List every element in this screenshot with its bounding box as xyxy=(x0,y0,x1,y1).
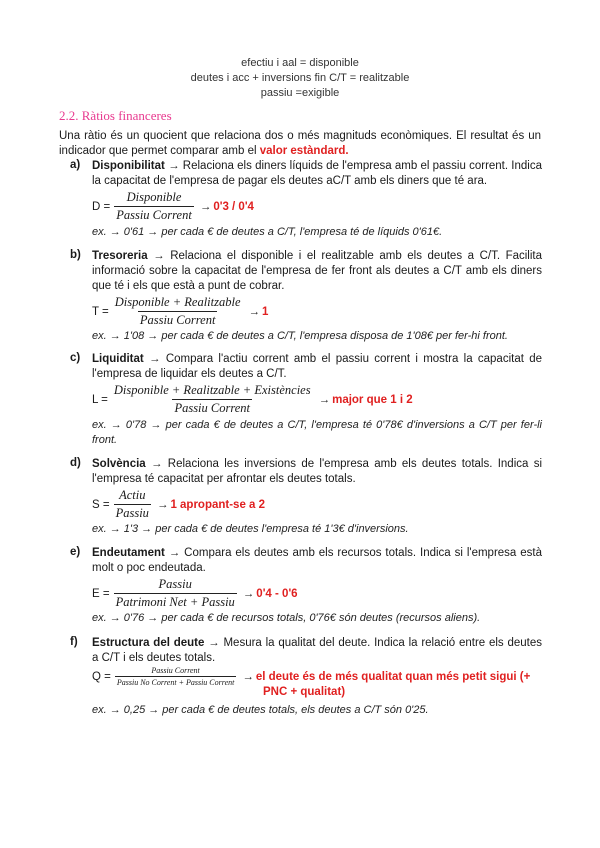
formula-fraction xyxy=(114,577,237,610)
list-marker: e) xyxy=(70,546,81,558)
ratio-section-tresoreria xyxy=(70,249,542,294)
formula-fraction xyxy=(114,190,194,223)
standard-value: 0'3 / 0'4 xyxy=(213,200,254,213)
ratio-description: → Relaciona les inversions de l'empresa amb els deutes totals. Indica si l'empresa té capacitat per afrontar els deutes totals. xyxy=(92,458,542,485)
ratio-formula xyxy=(92,666,530,687)
formula-denominator: Passiu Corrent xyxy=(116,208,192,222)
formula-label: Q = xyxy=(92,670,111,683)
definition-line: efectiu i aal = disponible xyxy=(241,57,359,69)
standard-value: 1 xyxy=(262,305,269,318)
ratio-section-liquiditat xyxy=(70,352,542,382)
ratio-term: Endeutament xyxy=(92,547,165,559)
arrow-icon: → xyxy=(248,305,261,318)
formula-denominator: Passiu No Corrent + Passiu Corrent xyxy=(116,678,235,687)
formula-denominator: Patrimoni Net + Passiu xyxy=(115,595,235,609)
formula-numerator: Passiu xyxy=(158,577,192,591)
formula-numerator: Disponible + Realitzable xyxy=(114,295,241,309)
ratio-description: → Compara els deutes amb els recursos totals. Indica si l'empresa està molt o poc endeutada. xyxy=(92,547,542,574)
standard-value: 0'4 - 0'6 xyxy=(256,587,298,600)
formula-label: D = xyxy=(92,200,111,213)
list-marker: a) xyxy=(70,159,81,171)
ratio-section-estructura-deute xyxy=(70,636,542,666)
list-marker: f) xyxy=(70,636,78,648)
ratio-example: ex. → 0'78 → per cada € de deutes a C/T, l'empresa té 0'78€ d'inversions a C/T per fer-li front. xyxy=(92,419,542,446)
intro-text: Una ràtio és un quocient que relaciona dos o més magnituds econòmiques. El resultat és un indicador que permet comparar amb el xyxy=(59,130,541,157)
arrow-icon: → xyxy=(156,498,169,511)
ratio-formula xyxy=(92,577,298,610)
intro-paragraph xyxy=(59,129,541,159)
standard-value-continuation: PNC + qualitat) xyxy=(263,686,346,698)
arrow-icon: → xyxy=(242,587,255,600)
ratio-term: Tresoreria xyxy=(92,250,148,262)
ratio-example: ex. → 1'3 → per cada € de deutes l'empresa té 1'3€ d'inversions. xyxy=(92,523,409,535)
formula-label: T = xyxy=(92,305,109,318)
ratio-term: Liquiditat xyxy=(92,353,144,365)
formula-denominator: Passiu Corrent xyxy=(139,313,216,327)
intro-highlight: valor estàndard. xyxy=(259,145,349,157)
formula-numerator: Disponible + Realitzable + Existències xyxy=(113,383,311,397)
standard-value: 1 apropant-se a 2 xyxy=(170,498,266,511)
formula-numerator: Passiu Corrent xyxy=(151,666,200,675)
formula-numerator: Disponible xyxy=(126,190,182,204)
ratio-term: Solvència xyxy=(92,458,146,470)
formula-fraction xyxy=(112,383,313,416)
ratio-example: ex. → 1'08 → per cada € de deutes a C/T, l'empresa disposa de 1'08€ per fer-hi front. xyxy=(92,330,508,342)
ratio-formula xyxy=(92,295,268,328)
ratio-description: → Relaciona el disponible i el realitzable amb els deutes a C/T. Facilita informació sobre la capacitat de l'empresa de fer front als deutes a C/T amb els diners que té i els que està a punt de cobrar. xyxy=(92,250,542,292)
ratio-formula xyxy=(92,488,265,521)
formula-fraction xyxy=(113,295,243,328)
formula-denominator: Passiu Corrent xyxy=(174,401,251,415)
formula-label: E = xyxy=(92,587,110,600)
ratio-formula xyxy=(92,190,254,223)
arrow-icon: → xyxy=(242,670,254,683)
ratio-example: ex. → 0,25 → per cada € de deutes totals, els deutes a C/T són 0'25. xyxy=(92,704,429,716)
formula-fraction xyxy=(114,488,151,521)
ratio-description: → Compara l'actiu corrent amb el passiu corrent i mostra la capacitat de l'empresa de liquidar els deutes a C/T. xyxy=(92,353,542,380)
arrow-icon: → xyxy=(318,393,331,406)
section-heading: 2.2. Ràtios financeres xyxy=(59,108,172,123)
list-marker: c) xyxy=(70,352,81,364)
formula-denominator: Passiu xyxy=(115,506,149,520)
ratio-section-solvencia xyxy=(70,457,542,487)
formula-fraction xyxy=(115,666,236,687)
standard-value: major que 1 i 2 xyxy=(332,393,413,406)
ratio-example: ex. → 0'61 → per cada € de deutes a C/T, l'empresa té de líquids 0'61€. xyxy=(92,226,443,238)
definition-line: passiu =exigible xyxy=(260,87,340,99)
arrow-icon: → xyxy=(199,200,212,213)
ratio-example: ex. → 0'76 → per cada € de recursos totals, 0'76€ són deutes (recursos aliens). xyxy=(92,612,481,624)
formula-numerator: Actiu xyxy=(119,488,146,502)
definitions-block xyxy=(0,56,600,101)
ratio-formula xyxy=(92,383,413,416)
list-marker: b) xyxy=(70,249,81,261)
list-marker: d) xyxy=(70,457,81,469)
ratio-term: Estructura del deute xyxy=(92,637,205,649)
ratio-description: → Relaciona els diners líquids de l'empresa amb el passiu corrent. Indica la capacitat de l'empresa de pagar els deutes aC/T amb els diners que té ara. xyxy=(92,160,542,187)
definition-line: deutes i acc + inversions fin C/T = realitzable xyxy=(190,72,410,84)
formula-label: L = xyxy=(92,393,108,406)
standard-value: el deute és de més qualitat quan més petit sigui (+ xyxy=(255,670,531,683)
ratio-section-endeutament xyxy=(70,546,542,576)
ratio-description: → Mesura la qualitat del deute. Indica la relació entre els deutes a C/T i els deutes totals. xyxy=(92,637,542,664)
formula-label: S = xyxy=(92,498,110,511)
ratio-section-disponibilitat xyxy=(70,159,542,189)
ratio-term: Disponibilitat xyxy=(92,160,165,172)
